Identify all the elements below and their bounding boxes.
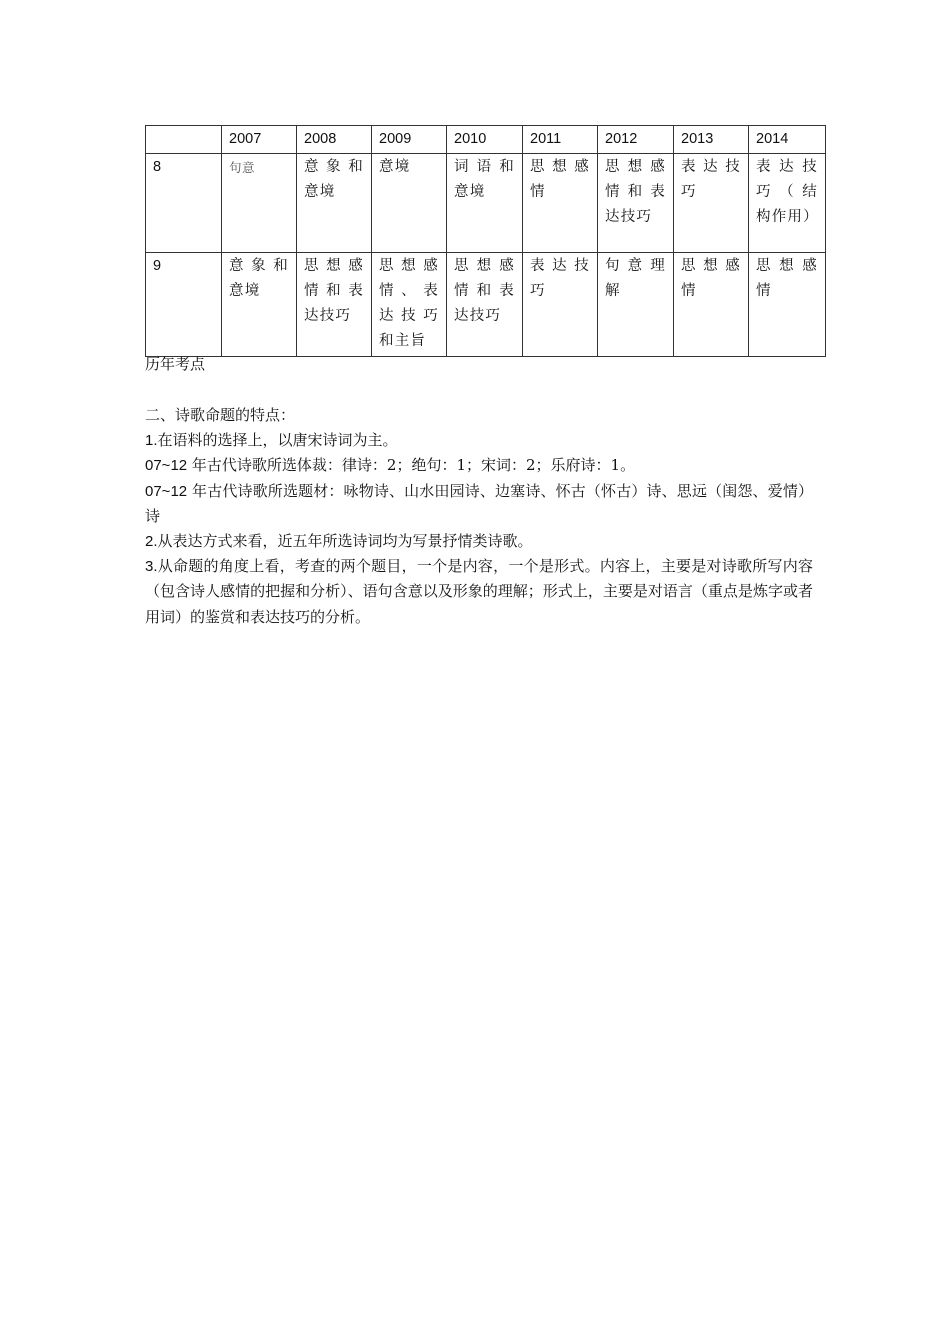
- point-number: 2.: [145, 533, 158, 551]
- table-cell: 思想感情: [674, 253, 749, 357]
- table-cell: 意境: [372, 154, 447, 253]
- table-cell: 句意: [222, 154, 297, 253]
- point-number: 1.: [145, 432, 158, 450]
- table-cell: 思想感情和表达技巧: [598, 154, 674, 253]
- point-number: 3.: [145, 558, 158, 576]
- point-3: [145, 554, 813, 630]
- table-row-question-9: [146, 253, 826, 357]
- point-text: 从表达方式来看，近五年所选诗词均为写景抒情类诗歌。: [157, 532, 533, 551]
- point-text: 在语料的选择上，以唐宋诗词为主。: [157, 431, 398, 450]
- table-row-question-8: [146, 154, 826, 253]
- table-cell: 表达技巧: [674, 154, 749, 253]
- header-cell-year: 2007: [222, 126, 297, 154]
- table-header-row: [146, 126, 826, 154]
- point-1-genres: [145, 453, 813, 478]
- table-cell: 思想感情和表达技巧: [297, 253, 372, 357]
- year-range: 07~12: [145, 482, 188, 500]
- header-cell-year: 2012: [598, 126, 674, 154]
- section-title: 二、诗歌命题的特点：: [145, 406, 296, 424]
- year-range: 07~12: [145, 457, 188, 475]
- header-cell-year: 2009: [372, 126, 447, 154]
- header-cell-empty: [146, 126, 222, 154]
- point-text: 年古代诗歌所选题材：咏物诗、山水田园诗、边塞诗、怀古（怀古）诗、思远（闺怨、爱情）诗: [145, 481, 813, 525]
- table-cell: 思想感情、表达技巧和主旨: [372, 253, 447, 357]
- table-cell: 思想感情和表达技巧: [447, 253, 523, 357]
- point-text: 年古代诗歌所选体裁：律诗：2；绝句：1；宋词：2；乐府诗：1。: [187, 456, 636, 475]
- row-label: 9: [146, 253, 222, 357]
- point-1-themes: [145, 479, 813, 529]
- table-cell: 表达技巧: [523, 253, 598, 357]
- header-cell-year: 2014: [749, 126, 826, 154]
- table-cell: 句意理解: [598, 253, 674, 357]
- point-text: 从命题的角度上看，考查的两个题目，一个是内容，一个是形式。内容上，主要是对诗歌所写内容（包含诗人感情的把握和分析）、语句含意以及形象的理解；形式上，主要是对语言（重点是炼字或者用词）的鉴赏和表达技巧的分析。: [145, 557, 813, 626]
- point-2: [145, 529, 813, 554]
- body-text: [145, 403, 813, 630]
- table-cell: 词语和意境: [447, 154, 523, 253]
- point-1: [145, 428, 813, 453]
- table-cell: 思想感情: [749, 253, 826, 357]
- header-cell-year: 2011: [523, 126, 598, 154]
- table-cell: 表达技巧（结构作用）: [749, 154, 826, 253]
- table-cell: 意象和意境: [297, 154, 372, 253]
- table-cell: 意象和意境: [222, 253, 297, 357]
- table-caption: 历年考点: [145, 355, 206, 373]
- header-cell-year: 2010: [447, 126, 523, 154]
- row-label: 8: [146, 154, 222, 253]
- exam-topics-table: [145, 125, 826, 357]
- header-cell-year: 2013: [674, 126, 749, 154]
- header-cell-year: 2008: [297, 126, 372, 154]
- table-cell: 思想感情: [523, 154, 598, 253]
